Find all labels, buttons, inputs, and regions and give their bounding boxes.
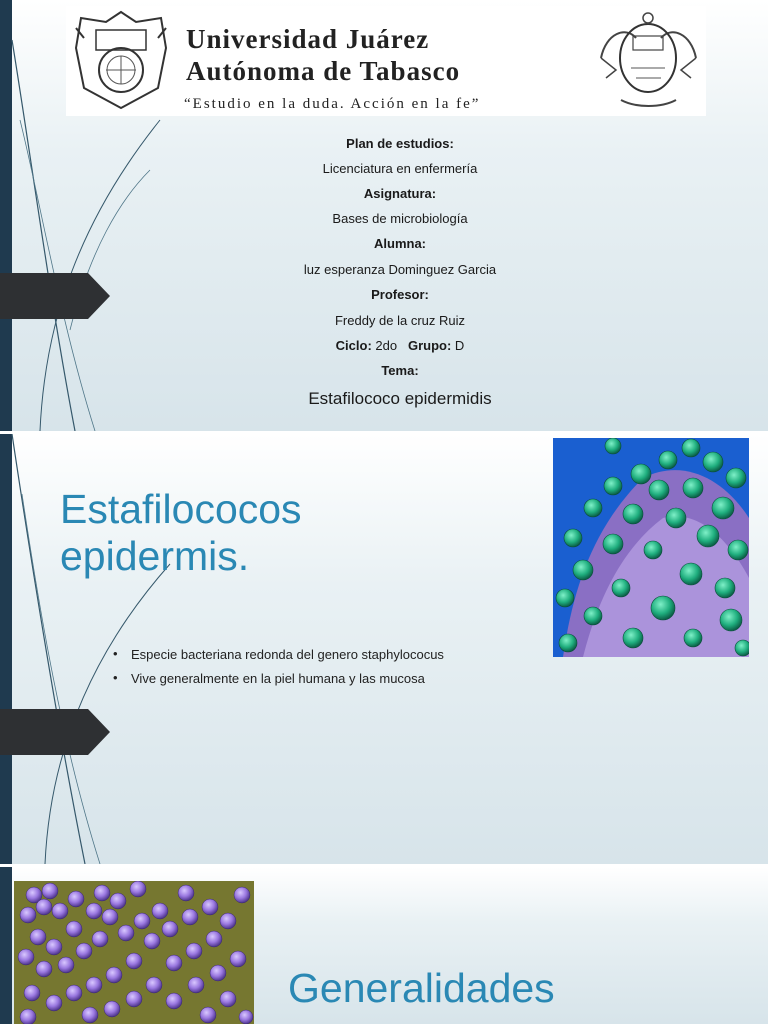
slide-tab-marker: [0, 709, 110, 755]
bullet-text: Especie bacteriana redonda del genero staphylococus: [131, 647, 444, 662]
topic-label: Tema:: [381, 363, 419, 378]
subject-value: Bases de microbiología: [332, 211, 468, 226]
bullet-text: Vive generalmente en la piel humana y las mucosa: [131, 671, 425, 686]
cocci-cluster-image: [14, 881, 254, 1024]
university-banner: [66, 6, 706, 116]
list-item: [113, 671, 444, 695]
university-seal-left: [66, 8, 176, 112]
group-value: D: [454, 338, 465, 353]
student-label: Alumna:: [374, 236, 426, 251]
plan-value: Licenciatura en enfermería: [322, 161, 478, 176]
bacteria-micrograph-image: [553, 438, 749, 657]
university-motto: “Estudio en la duda. Acción en la fe”: [184, 96, 481, 112]
topic-value: Estafilococo epidermidis: [308, 389, 492, 408]
cover-slide: [0, 0, 768, 431]
bullet-dot: •: [113, 646, 118, 661]
list-item: [113, 647, 444, 671]
slide-title-line1: Estafilococos: [60, 486, 302, 532]
bullet-dot: •: [113, 670, 118, 685]
cycle-value: 2do: [375, 338, 398, 353]
content-slide-epidermis: [0, 434, 768, 864]
university-name-line1: Universidad Juárez: [186, 24, 430, 54]
content-slide-generalidades: [0, 867, 768, 1024]
slide-title-line2: epidermis.: [60, 533, 250, 579]
campus-seal-right: [591, 8, 706, 112]
student-value: luz esperanza Dominguez Garcia: [303, 262, 497, 277]
university-name-line2: Autónoma de Tabasco: [186, 56, 461, 86]
teacher-label: Profesor:: [371, 287, 429, 302]
plan-label: Plan de estudios:: [346, 136, 454, 151]
group-label: Grupo:: [407, 338, 452, 353]
cycle-group-line: [200, 338, 600, 353]
bullet-list: [113, 647, 444, 695]
teacher-value: Freddy de la cruz Ruiz: [334, 313, 466, 328]
subject-label: Asignatura:: [363, 186, 437, 201]
slide-left-bar: [0, 867, 12, 1024]
cycle-label: Ciclo:: [335, 338, 372, 353]
slide-tab-marker: [0, 273, 110, 319]
slide-title: Generalidades: [288, 965, 555, 1011]
